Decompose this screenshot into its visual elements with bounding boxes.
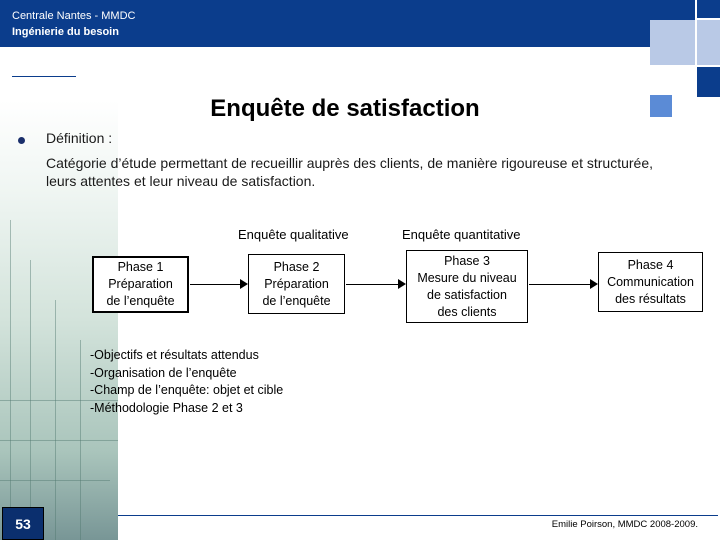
phase-title: Phase 2 [273,259,320,274]
list-item: -Organisation de l’enquête [90,365,237,380]
phase-line: Mesure du niveau [417,270,517,285]
decor-square [697,67,720,97]
phase-line: Communication [607,274,694,289]
decor-square [697,20,720,65]
list-item: -Méthodologie Phase 2 et 3 [90,400,243,415]
header-rule [12,76,76,77]
arrowhead-icon [240,279,248,289]
footer-credit: Emilie Poirson, MMDC 2008-2009. [551,519,698,530]
phase-2-box [248,254,345,314]
phase-line: Préparation [264,276,329,291]
arrowhead-icon [398,279,406,289]
list-item: -Champ de l’enquête: objet et cible [90,383,284,397]
phase-line: de l’enquête [106,294,175,308]
arrowhead-icon [590,279,598,289]
definition-text: Catégorie d’étude permettant de recueillir auprès des clients, de manière rigoureuse et structurée, leurs attentes et leur niveau de satisfaction. [46,155,653,189]
page-number: 53 [2,507,44,540]
arrow-2-3 [346,284,398,285]
phase-line: des résultats [615,291,686,306]
arrow-1-2 [190,284,240,285]
phase-title: Phase 3 [444,253,490,268]
footer-rule [118,515,718,516]
header-bar [0,0,695,47]
phase-1-box [92,256,189,313]
phase-line: Préparation [108,277,173,291]
definition-label: Définition : [46,130,113,146]
arrow-3-4 [529,284,590,285]
phase-line: de satisfaction [427,287,507,302]
label-quantitative: Enquête quantitative [402,227,521,242]
phase-title: Phase 1 [117,260,164,274]
phase-3-box [406,250,528,323]
phase-1-details [90,347,283,417]
phase-4-box [598,252,703,312]
phase-line: de l’enquête [262,293,331,308]
list-item: -Objectifs et résultats attendus [90,348,259,362]
decor-square [650,20,695,65]
label-qualitative: Enquête qualitative [238,227,349,242]
bullet-icon [18,137,25,144]
decor-square [697,0,720,18]
slide-title: Enquête de satisfaction [210,95,480,122]
phase-line: des clients [437,304,497,319]
header-course: Ingénierie du besoin [12,26,119,38]
header-school: Centrale Nantes - MMDC [12,10,136,22]
phase-title: Phase 4 [627,257,674,272]
